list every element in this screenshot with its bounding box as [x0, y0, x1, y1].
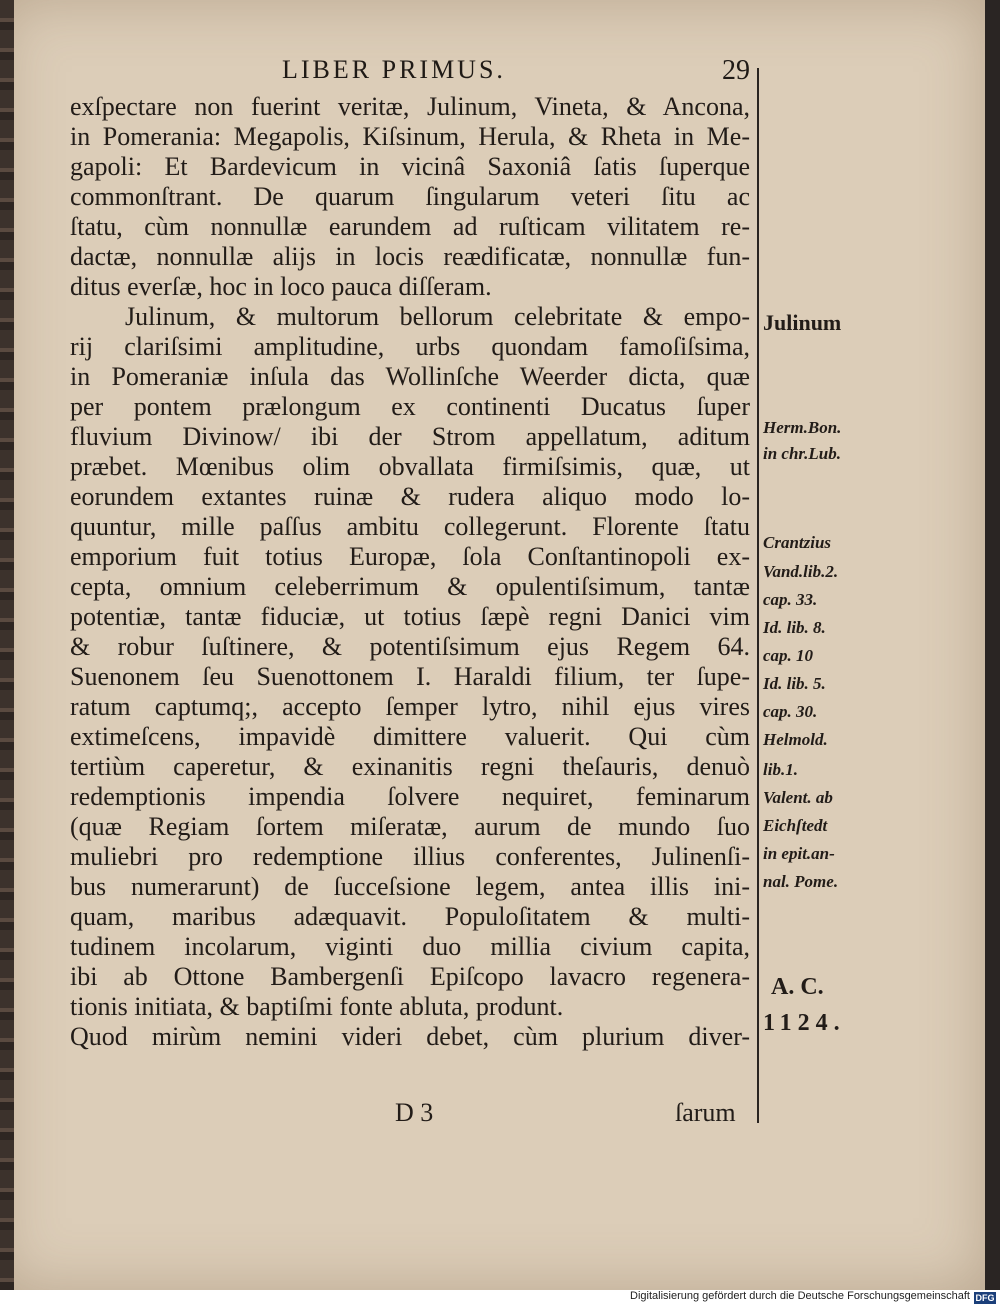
text-line: rij clariſsimi amplitudine, urbs quondam famoſiſsima, — [70, 332, 750, 361]
text-line: redemptionis impendia ſolvere nequiret, feminarum — [70, 782, 750, 811]
margin-note: Julinum — [763, 310, 842, 335]
text-line: dactæ, nonnullæ alijs in locis reædificatæ, nonnullæ fun- — [70, 242, 750, 271]
funding-credit: Digitalisierung gefördert durch die Deutsche Forschungsgemeinschaft — [630, 1290, 970, 1302]
margin-note: Vand.lib.2. — [763, 562, 839, 581]
text-line: quam, maribus adæquavit. Populoſitatem & multi- — [70, 902, 750, 931]
catchword: ſarum — [675, 1098, 736, 1127]
margin-note: cap. 10 — [763, 646, 814, 665]
text-line: Julinum, & multorum bellorum celebritate & empo- — [125, 302, 750, 331]
margin-note: Helmold. — [763, 730, 828, 749]
margin-note: lib.1. — [763, 760, 798, 779]
book-binding-edge — [0, 0, 14, 1290]
text-line: gapoli: Et Bardevicum in vicinâ Saxoniâ ſatis ſuperque — [70, 152, 750, 181]
signature-mark: D 3 — [395, 1098, 434, 1127]
margin-note: Crantzius — [763, 533, 832, 552]
margin-note: Id. lib. 8. — [763, 618, 826, 637]
text-line: in Pomerania: Megapolis, Kiſsinum, Herula, & Rheta in Me- — [70, 122, 750, 151]
text-line: quuntur, mille paſſus ambitu collegerunt. Florente ſtatu — [70, 512, 750, 541]
text-line: fluvium Divinow/ ibi der Strom appellatum, aditum — [70, 422, 750, 451]
margin-note: Valent. ab — [763, 788, 833, 807]
page-number: 29 — [722, 55, 750, 86]
text-line: tertiùm caperetur, & exinanitis regni theſauris, denuò — [70, 752, 750, 781]
footer-bar — [0, 1290, 1000, 1306]
text-line: tudinem incolarum, viginti duo millia civium capita, — [70, 932, 750, 961]
margin-note: in epit.an- — [763, 844, 835, 863]
margin-note: Herm.Bon. — [763, 418, 842, 437]
margin-note-year-label: A. C. — [771, 974, 824, 1000]
margin-note: in chr.Lub. — [763, 444, 841, 463]
text-line: extimeſcens, impavidè dimittere valuerit. Qui cùm — [70, 722, 750, 751]
text-line: tionis initiata, & baptiſmi fonte abluta, produnt. — [70, 992, 564, 1021]
text-line: in Pomeraniæ inſula das Wollinſche Weerder dicta, quæ — [70, 362, 750, 391]
text-line: Quod mirùm nemini videri debet, cùm plurium diver- — [70, 1022, 750, 1051]
text-line: ibi ab Ottone Bambergenſi Epiſcopo lavacro regenera- — [70, 962, 750, 991]
text-line: Suenonem ſeu Suenottonem I. Haraldi filium, ter ſupe- — [70, 662, 750, 691]
margin-note: Id. lib. 5. — [763, 674, 826, 693]
running-title: LIBER PRIMUS. — [282, 55, 506, 84]
margin-rule — [757, 68, 759, 1123]
text-line: exſpectare non fuerint veritæ, Julinum, Vineta, & Ancona, — [70, 92, 750, 121]
text-line: ſtatu, cùm nonnullæ earundem ad ruſticam vilitatem re- — [70, 212, 750, 241]
dfg-logo: DFG — [975, 1293, 995, 1303]
text-line: & robur ſuſtinere, & potentiſsimum ejus Regem 64. — [70, 632, 750, 661]
text-line: ratum captumq;, accepto ſemper lytro, nihil ejus vires — [70, 692, 750, 721]
text-line: (quæ Regiam ſortem miſeratæ, aurum de mundo ſuo — [70, 812, 750, 841]
text-line: præbet. Mœnibus olim obvallata firmiſsimis, quæ, ut — [70, 452, 750, 481]
margin-note: cap. 30. — [763, 702, 818, 721]
text-line: ditus everſæ, hoc in loco pauca diſſeram. — [70, 272, 492, 301]
text-line: eorundem extantes ruinæ & rudera aliquo modo lo- — [70, 482, 750, 511]
text-line: bus numerarunt) de ſucceſsione legem, antea illis ini- — [70, 872, 750, 901]
text-line: cepta, omnium celeberrimum & opulentiſsimum, tantæ — [70, 572, 750, 601]
text-line: potentiæ, tantæ fiduciæ, ut totius ſæpè regni Danici vim — [70, 602, 750, 631]
text-line: commonſtrant. De quarum ſingularum veteri ſitu ac — [70, 182, 750, 211]
text-line: emporium fuit totius Europæ, ſola Conſtantinopoli ex- — [70, 542, 750, 571]
text-line: per pontem prælongum ex continenti Ducatus ſuper — [70, 392, 750, 421]
text-line: muliebri pro redemptione illius conferentes, Julinenſi- — [70, 842, 750, 871]
margin-note: cap. 33. — [763, 590, 818, 609]
margin-note-year: 1124. — [763, 1010, 846, 1036]
margin-note: nal. Pome. — [763, 872, 839, 891]
margin-note: Eichſtedt — [763, 816, 828, 835]
